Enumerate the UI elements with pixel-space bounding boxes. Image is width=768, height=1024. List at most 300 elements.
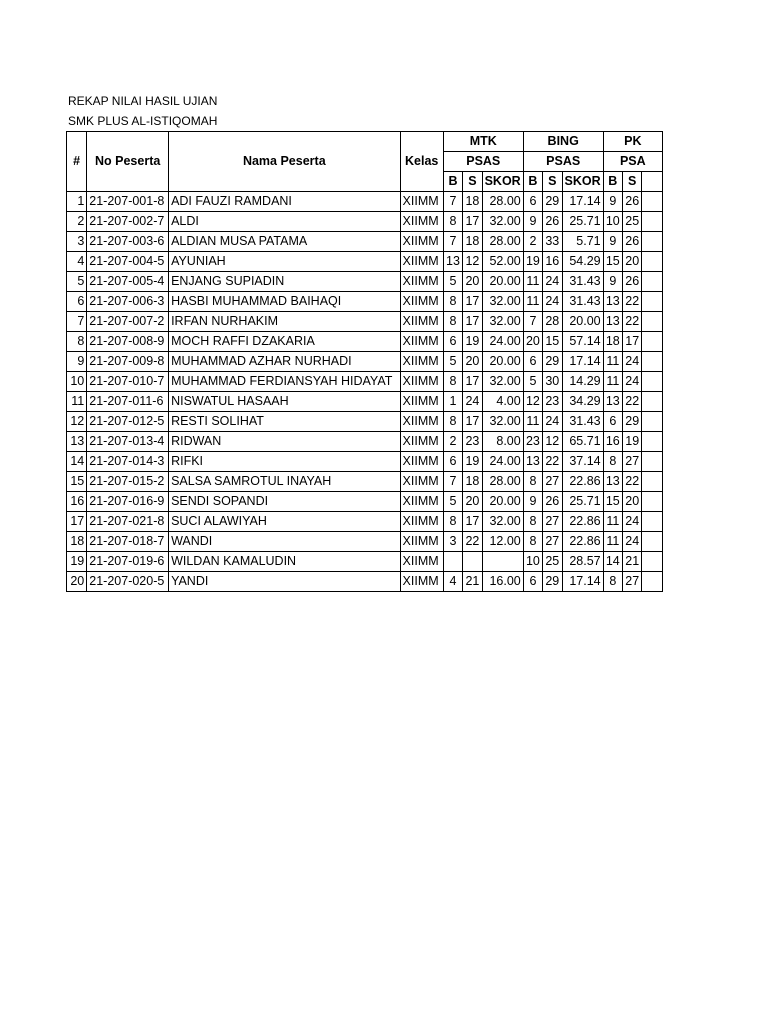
no-peserta-cell: 21-207-015-2 — [87, 472, 169, 492]
nama-peserta-cell: MOCH RAFFI DZAKARIA — [169, 332, 400, 352]
mtk-s-cell: 18 — [463, 472, 482, 492]
pk-b-cell: 13 — [603, 292, 622, 312]
no-peserta-cell: 21-207-009-8 — [87, 352, 169, 372]
bing-s-cell: 27 — [543, 472, 562, 492]
exam-header-pk: PSA — [603, 152, 662, 172]
pk-s-cell: 24 — [623, 372, 642, 392]
bing-b-cell: 6 — [523, 192, 542, 212]
bing-s-cell: 25 — [543, 552, 562, 572]
row-index: 6 — [67, 292, 87, 312]
bing-skor-cell: 37.14 — [562, 452, 603, 472]
pk-s-cell: 29 — [623, 412, 642, 432]
sub-header-b: B — [603, 172, 622, 192]
bing-b-cell: 5 — [523, 372, 542, 392]
table-row — [67, 372, 663, 392]
bing-b-cell: 13 — [523, 452, 542, 472]
col-header-kelas: Kelas — [400, 132, 443, 192]
subject-header-bing: BING — [523, 132, 603, 152]
bing-s-cell: 27 — [543, 532, 562, 552]
mtk-b-cell: 6 — [443, 332, 462, 352]
bing-s-cell: 28 — [543, 312, 562, 332]
pk-s-cell: 22 — [623, 392, 642, 412]
no-peserta-cell: 21-207-008-9 — [87, 332, 169, 352]
kelas-cell: XIIMM — [400, 192, 443, 212]
bing-s-cell: 12 — [543, 432, 562, 452]
bing-b-cell: 8 — [523, 532, 542, 552]
table-row — [67, 312, 663, 332]
kelas-cell: XIIMM — [400, 452, 443, 472]
pk-skor-cell — [642, 372, 663, 392]
kelas-cell: XIIMM — [400, 312, 443, 332]
pk-b-cell: 13 — [603, 392, 622, 412]
pk-s-cell: 27 — [623, 572, 642, 592]
mtk-skor-cell: 28.00 — [482, 192, 523, 212]
row-index: 14 — [67, 452, 87, 472]
mtk-b-cell: 6 — [443, 452, 462, 472]
mtk-s-cell: 19 — [463, 452, 482, 472]
pk-b-cell: 9 — [603, 272, 622, 292]
table-row — [67, 452, 663, 472]
row-index: 8 — [67, 332, 87, 352]
row-index: 16 — [67, 492, 87, 512]
mtk-skor-cell: 28.00 — [482, 472, 523, 492]
pk-skor-cell — [642, 332, 663, 352]
table-row — [67, 192, 663, 212]
pk-s-cell: 24 — [623, 512, 642, 532]
bing-s-cell: 23 — [543, 392, 562, 412]
sub-header-skor: SKOR — [482, 172, 523, 192]
bing-s-cell: 24 — [543, 412, 562, 432]
mtk-s-cell — [463, 552, 482, 572]
pk-skor-cell — [642, 312, 663, 332]
col-header-no-peserta: No Peserta — [87, 132, 169, 192]
mtk-s-cell: 19 — [463, 332, 482, 352]
kelas-cell: XIIMM — [400, 292, 443, 312]
mtk-s-cell: 23 — [463, 432, 482, 452]
mtk-b-cell — [443, 552, 462, 572]
pk-s-cell: 26 — [623, 272, 642, 292]
mtk-b-cell: 7 — [443, 472, 462, 492]
no-peserta-cell: 21-207-004-5 — [87, 252, 169, 272]
pk-b-cell: 14 — [603, 552, 622, 572]
nama-peserta-cell: RIFKI — [169, 452, 400, 472]
nama-peserta-cell: RESTI SOLIHAT — [169, 412, 400, 432]
pk-s-cell: 22 — [623, 292, 642, 312]
score-table — [66, 131, 663, 592]
bing-skor-cell: 22.86 — [562, 512, 603, 532]
mtk-skor-cell: 32.00 — [482, 512, 523, 532]
nama-peserta-cell: ALDIAN MUSA PATAMA — [169, 232, 400, 252]
bing-b-cell: 23 — [523, 432, 542, 452]
no-peserta-cell: 21-207-021-8 — [87, 512, 169, 532]
mtk-skor-cell: 20.00 — [482, 272, 523, 292]
bing-s-cell: 24 — [543, 292, 562, 312]
mtk-skor-cell: 24.00 — [482, 452, 523, 472]
pk-skor-cell — [642, 292, 663, 312]
mtk-b-cell: 5 — [443, 352, 462, 372]
mtk-s-cell: 21 — [463, 572, 482, 592]
sub-header-skor — [642, 172, 663, 192]
nama-peserta-cell: RIDWAN — [169, 432, 400, 452]
mtk-b-cell: 8 — [443, 312, 462, 332]
mtk-s-cell: 17 — [463, 412, 482, 432]
nama-peserta-cell: NISWATUL HASAAH — [169, 392, 400, 412]
bing-b-cell: 12 — [523, 392, 542, 412]
bing-b-cell: 11 — [523, 292, 542, 312]
bing-skor-cell: 54.29 — [562, 252, 603, 272]
kelas-cell: XIIMM — [400, 412, 443, 432]
row-index: 9 — [67, 352, 87, 372]
bing-skor-cell: 17.14 — [562, 352, 603, 372]
bing-skor-cell: 22.86 — [562, 532, 603, 552]
pk-b-cell: 13 — [603, 312, 622, 332]
table-row — [67, 552, 663, 572]
pk-b-cell: 8 — [603, 452, 622, 472]
no-peserta-cell: 21-207-010-7 — [87, 372, 169, 392]
mtk-skor-cell: 20.00 — [482, 352, 523, 372]
table-viewport — [66, 131, 663, 602]
kelas-cell: XIIMM — [400, 352, 443, 372]
pk-b-cell: 6 — [603, 412, 622, 432]
pk-b-cell: 11 — [603, 512, 622, 532]
no-peserta-cell: 21-207-006-3 — [87, 292, 169, 312]
kelas-cell: XIIMM — [400, 472, 443, 492]
bing-b-cell: 8 — [523, 512, 542, 532]
bing-b-cell: 7 — [523, 312, 542, 332]
no-peserta-cell: 21-207-005-4 — [87, 272, 169, 292]
kelas-cell: XIIMM — [400, 212, 443, 232]
sub-header-b: B — [523, 172, 542, 192]
row-index: 15 — [67, 472, 87, 492]
row-index: 2 — [67, 212, 87, 232]
pk-s-cell: 17 — [623, 332, 642, 352]
bing-b-cell: 6 — [523, 572, 542, 592]
row-index: 17 — [67, 512, 87, 532]
bing-skor-cell: 5.71 — [562, 232, 603, 252]
pk-skor-cell — [642, 352, 663, 372]
pk-s-cell: 26 — [623, 232, 642, 252]
pk-b-cell: 11 — [603, 352, 622, 372]
table-row — [67, 492, 663, 512]
pk-s-cell: 20 — [623, 492, 642, 512]
mtk-b-cell: 8 — [443, 372, 462, 392]
row-index: 10 — [67, 372, 87, 392]
exam-header-mtk: PSAS — [443, 152, 523, 172]
subject-header-pk: PK — [603, 132, 662, 152]
pk-skor-cell — [642, 272, 663, 292]
no-peserta-cell: 21-207-001-8 — [87, 192, 169, 212]
kelas-cell: XIIMM — [400, 252, 443, 272]
bing-b-cell: 2 — [523, 232, 542, 252]
mtk-s-cell: 22 — [463, 532, 482, 552]
no-peserta-cell: 21-207-016-9 — [87, 492, 169, 512]
bing-s-cell: 26 — [543, 212, 562, 232]
nama-peserta-cell: AYUNIAH — [169, 252, 400, 272]
kelas-cell: XIIMM — [400, 512, 443, 532]
table-row — [67, 352, 663, 372]
pk-s-cell: 21 — [623, 552, 642, 572]
nama-peserta-cell: SALSA SAMROTUL INAYAH — [169, 472, 400, 492]
pk-b-cell: 11 — [603, 532, 622, 552]
mtk-skor-cell — [482, 552, 523, 572]
nama-peserta-cell: ALDI — [169, 212, 400, 232]
nama-peserta-cell: SENDI SOPANDI — [169, 492, 400, 512]
mtk-skor-cell: 52.00 — [482, 252, 523, 272]
kelas-cell: XIIMM — [400, 372, 443, 392]
pk-b-cell: 16 — [603, 432, 622, 452]
table-row — [67, 512, 663, 532]
nama-peserta-cell: SUCI ALAWIYAH — [169, 512, 400, 532]
pk-b-cell: 15 — [603, 252, 622, 272]
pk-skor-cell — [642, 552, 663, 572]
row-index: 5 — [67, 272, 87, 292]
bing-s-cell: 24 — [543, 272, 562, 292]
kelas-cell: XIIMM — [400, 432, 443, 452]
no-peserta-cell: 21-207-018-7 — [87, 532, 169, 552]
mtk-s-cell: 17 — [463, 512, 482, 532]
pk-b-cell: 9 — [603, 232, 622, 252]
bing-s-cell: 16 — [543, 252, 562, 272]
bing-b-cell: 11 — [523, 412, 542, 432]
table-row — [67, 472, 663, 492]
pk-s-cell: 26 — [623, 192, 642, 212]
nama-peserta-cell: HASBI MUHAMMAD BAIHAQI — [169, 292, 400, 312]
pk-skor-cell — [642, 412, 663, 432]
row-index: 20 — [67, 572, 87, 592]
mtk-b-cell: 7 — [443, 192, 462, 212]
col-header-nama-peserta: Nama Peserta — [169, 132, 400, 192]
mtk-s-cell: 17 — [463, 312, 482, 332]
pk-skor-cell — [642, 252, 663, 272]
pk-b-cell: 8 — [603, 572, 622, 592]
sub-header-s: S — [543, 172, 562, 192]
table-row — [67, 252, 663, 272]
mtk-skor-cell: 8.00 — [482, 432, 523, 452]
mtk-b-cell: 8 — [443, 212, 462, 232]
no-peserta-cell: 21-207-002-7 — [87, 212, 169, 232]
mtk-b-cell: 13 — [443, 252, 462, 272]
report-title: REKAP NILAI HASIL UJIAN — [68, 94, 218, 108]
bing-skor-cell: 17.14 — [562, 192, 603, 212]
mtk-s-cell: 18 — [463, 232, 482, 252]
pk-b-cell: 10 — [603, 212, 622, 232]
kelas-cell: XIIMM — [400, 492, 443, 512]
pk-skor-cell — [642, 512, 663, 532]
mtk-b-cell: 8 — [443, 512, 462, 532]
row-index: 12 — [67, 412, 87, 432]
kelas-cell: XIIMM — [400, 272, 443, 292]
bing-b-cell: 8 — [523, 472, 542, 492]
no-peserta-cell: 21-207-014-3 — [87, 452, 169, 472]
exam-header-bing: PSAS — [523, 152, 603, 172]
table-row — [67, 572, 663, 592]
mtk-b-cell: 7 — [443, 232, 462, 252]
sub-header-skor: SKOR — [562, 172, 603, 192]
bing-skor-cell: 31.43 — [562, 292, 603, 312]
mtk-s-cell: 20 — [463, 272, 482, 292]
mtk-skor-cell: 24.00 — [482, 332, 523, 352]
no-peserta-cell: 21-207-020-5 — [87, 572, 169, 592]
kelas-cell: XIIMM — [400, 552, 443, 572]
table-body — [67, 192, 663, 592]
mtk-s-cell: 12 — [463, 252, 482, 272]
bing-skor-cell: 22.86 — [562, 472, 603, 492]
bing-s-cell: 29 — [543, 352, 562, 372]
pk-skor-cell — [642, 472, 663, 492]
pk-skor-cell — [642, 452, 663, 472]
mtk-s-cell: 24 — [463, 392, 482, 412]
no-peserta-cell: 21-207-012-5 — [87, 412, 169, 432]
mtk-s-cell: 17 — [463, 372, 482, 392]
bing-skor-cell: 34.29 — [562, 392, 603, 412]
bing-skor-cell: 28.57 — [562, 552, 603, 572]
bing-skor-cell: 65.71 — [562, 432, 603, 452]
row-index: 4 — [67, 252, 87, 272]
pk-s-cell: 25 — [623, 212, 642, 232]
bing-s-cell: 15 — [543, 332, 562, 352]
bing-skor-cell: 20.00 — [562, 312, 603, 332]
pk-skor-cell — [642, 492, 663, 512]
nama-peserta-cell: ENJANG SUPIADIN — [169, 272, 400, 292]
mtk-b-cell: 4 — [443, 572, 462, 592]
pk-skor-cell — [642, 572, 663, 592]
mtk-skor-cell: 32.00 — [482, 212, 523, 232]
kelas-cell: XIIMM — [400, 392, 443, 412]
row-index: 11 — [67, 392, 87, 412]
pk-b-cell: 13 — [603, 472, 622, 492]
no-peserta-cell: 21-207-019-6 — [87, 552, 169, 572]
pk-b-cell: 11 — [603, 372, 622, 392]
subject-header-mtk: MTK — [443, 132, 523, 152]
pk-b-cell: 18 — [603, 332, 622, 352]
bing-b-cell: 9 — [523, 492, 542, 512]
mtk-s-cell: 17 — [463, 212, 482, 232]
mtk-skor-cell: 16.00 — [482, 572, 523, 592]
bing-skor-cell: 31.43 — [562, 272, 603, 292]
col-header-index: # — [67, 132, 87, 192]
school-name: SMK PLUS AL-ISTIQOMAH — [68, 114, 218, 128]
table-row — [67, 292, 663, 312]
bing-s-cell: 27 — [543, 512, 562, 532]
no-peserta-cell: 21-207-003-6 — [87, 232, 169, 252]
bing-s-cell: 29 — [543, 572, 562, 592]
sub-header-s: S — [463, 172, 482, 192]
nama-peserta-cell: YANDI — [169, 572, 400, 592]
row-index: 3 — [67, 232, 87, 252]
pk-skor-cell — [642, 392, 663, 412]
bing-s-cell: 26 — [543, 492, 562, 512]
bing-s-cell: 33 — [543, 232, 562, 252]
kelas-cell: XIIMM — [400, 532, 443, 552]
mtk-s-cell: 17 — [463, 292, 482, 312]
pk-skor-cell — [642, 212, 663, 232]
mtk-b-cell: 1 — [443, 392, 462, 412]
bing-b-cell: 6 — [523, 352, 542, 372]
nama-peserta-cell: WILDAN KAMALUDIN — [169, 552, 400, 572]
kelas-cell: XIIMM — [400, 572, 443, 592]
mtk-b-cell: 2 — [443, 432, 462, 452]
mtk-skor-cell: 12.00 — [482, 532, 523, 552]
mtk-b-cell: 8 — [443, 292, 462, 312]
mtk-skor-cell: 32.00 — [482, 292, 523, 312]
mtk-skor-cell: 4.00 — [482, 392, 523, 412]
bing-b-cell: 20 — [523, 332, 542, 352]
row-index: 13 — [67, 432, 87, 452]
row-index: 19 — [67, 552, 87, 572]
table-row — [67, 232, 663, 252]
no-peserta-cell: 21-207-011-6 — [87, 392, 169, 412]
bing-skor-cell: 57.14 — [562, 332, 603, 352]
bing-skor-cell: 31.43 — [562, 412, 603, 432]
bing-skor-cell: 14.29 — [562, 372, 603, 392]
pk-s-cell: 22 — [623, 472, 642, 492]
pk-skor-cell — [642, 432, 663, 452]
bing-skor-cell: 17.14 — [562, 572, 603, 592]
bing-b-cell: 10 — [523, 552, 542, 572]
mtk-skor-cell: 20.00 — [482, 492, 523, 512]
nama-peserta-cell: MUHAMMAD AZHAR NURHADI — [169, 352, 400, 372]
bing-b-cell: 11 — [523, 272, 542, 292]
sub-header-s: S — [623, 172, 642, 192]
mtk-b-cell: 5 — [443, 272, 462, 292]
table-row — [67, 332, 663, 352]
nama-peserta-cell: MUHAMMAD FERDIANSYAH HIDAYAT — [169, 372, 400, 392]
pk-s-cell: 22 — [623, 312, 642, 332]
mtk-b-cell: 3 — [443, 532, 462, 552]
bing-skor-cell: 25.71 — [562, 212, 603, 232]
row-index: 7 — [67, 312, 87, 332]
table-row — [67, 392, 663, 412]
pk-s-cell: 24 — [623, 352, 642, 372]
mtk-b-cell: 5 — [443, 492, 462, 512]
row-index: 1 — [67, 192, 87, 212]
nama-peserta-cell: ADI FAUZI RAMDANI — [169, 192, 400, 212]
mtk-skor-cell: 32.00 — [482, 312, 523, 332]
pk-skor-cell — [642, 532, 663, 552]
pk-skor-cell — [642, 232, 663, 252]
bing-s-cell: 29 — [543, 192, 562, 212]
table-row — [67, 532, 663, 552]
mtk-s-cell: 20 — [463, 352, 482, 372]
mtk-b-cell: 8 — [443, 412, 462, 432]
bing-s-cell: 22 — [543, 452, 562, 472]
pk-s-cell: 19 — [623, 432, 642, 452]
mtk-s-cell: 18 — [463, 192, 482, 212]
table-row — [67, 212, 663, 232]
table-row — [67, 272, 663, 292]
table-row — [67, 432, 663, 452]
pk-b-cell: 9 — [603, 192, 622, 212]
bing-s-cell: 30 — [543, 372, 562, 392]
bing-b-cell: 9 — [523, 212, 542, 232]
no-peserta-cell: 21-207-013-4 — [87, 432, 169, 452]
row-index: 18 — [67, 532, 87, 552]
pk-s-cell: 24 — [623, 532, 642, 552]
mtk-skor-cell: 32.00 — [482, 372, 523, 392]
sub-header-b: B — [443, 172, 462, 192]
mtk-s-cell: 20 — [463, 492, 482, 512]
pk-s-cell: 20 — [623, 252, 642, 272]
pk-s-cell: 27 — [623, 452, 642, 472]
nama-peserta-cell: IRFAN NURHAKIM — [169, 312, 400, 332]
pk-skor-cell — [642, 192, 663, 212]
nama-peserta-cell: WANDI — [169, 532, 400, 552]
mtk-skor-cell: 32.00 — [482, 412, 523, 432]
kelas-cell: XIIMM — [400, 332, 443, 352]
bing-b-cell: 19 — [523, 252, 542, 272]
pk-b-cell: 15 — [603, 492, 622, 512]
no-peserta-cell: 21-207-007-2 — [87, 312, 169, 332]
